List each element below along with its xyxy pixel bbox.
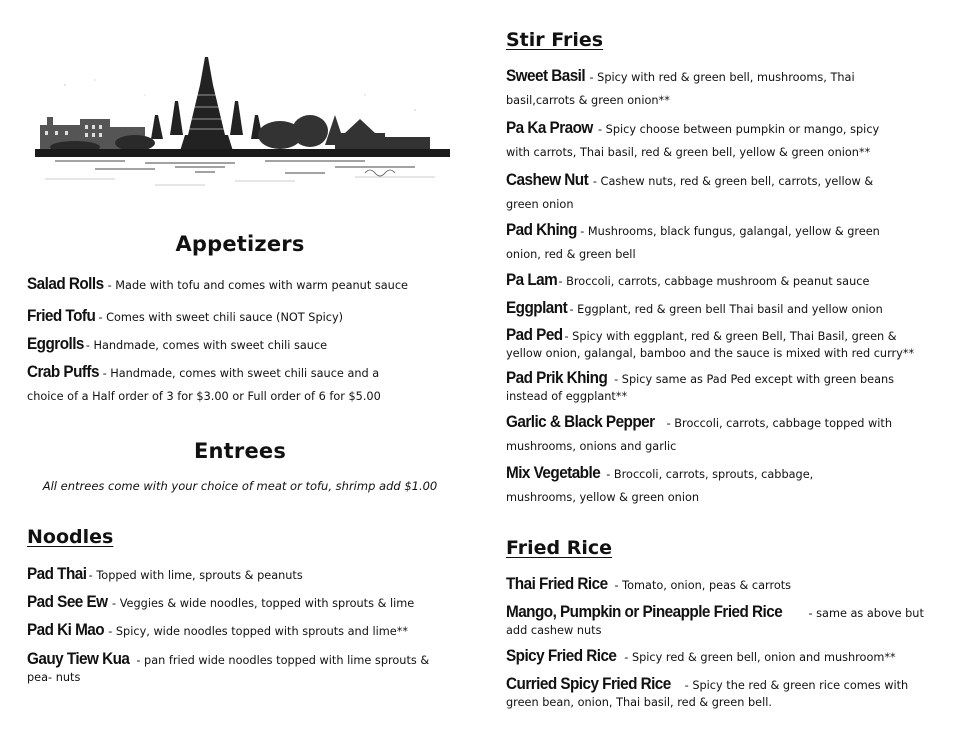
item-desc: - Comes with sweet chili sauce (NOT Spicy): [98, 311, 344, 324]
menu-item: [27, 562, 447, 587]
menu-item: [506, 572, 926, 597]
item-name: Eggrolls: [27, 334, 84, 353]
item-desc: - Spicy red & green bell, onion and mushroom**: [624, 651, 896, 664]
menu-item: [27, 650, 452, 686]
menu-item: [27, 590, 447, 615]
appetizers-heading: Appetizers: [175, 232, 305, 256]
item-desc: - Handmade, comes with sweet chili sauce and a choice of a Half order of 3 for $3.00 or Full order of 6 for $5.00: [27, 367, 381, 403]
fried-rice-heading: Fried Rice: [506, 537, 613, 559]
item-desc: - Spicy the red & green rice comes with green bean, onion, Thai basil, red & green bell.: [506, 679, 909, 709]
item-name: Pad Prik Khing: [506, 368, 608, 387]
temple-sketch-icon: [35, 55, 450, 195]
item-name: Pa Lam: [506, 270, 558, 289]
item-name: Pad Ki Mao: [27, 620, 105, 639]
menu-item: [506, 168, 876, 216]
menu-item: [506, 675, 931, 711]
item-desc: - Spicy with red & green bell, mushrooms, Thai basil,carrots & green onion**: [506, 71, 855, 107]
item-desc: - Veggies & wide noodles, topped with sprouts & lime: [112, 597, 415, 610]
item-name: Mix Vegetable: [506, 463, 601, 482]
menu-item: [506, 603, 936, 639]
menu-item: [27, 272, 447, 297]
menu-item: [27, 618, 447, 643]
item-name: Thai Fried Rice: [506, 574, 608, 593]
item-desc: - Broccoli, carrots, cabbage topped with mushrooms, onions and garlic: [506, 417, 893, 453]
item-desc: - Made with tofu and comes with warm peanut sauce: [107, 279, 408, 292]
entrees-note: All entrees come with your choice of meat or tofu, shrimp add $1.00: [42, 479, 438, 493]
menu-item: [27, 304, 447, 329]
item-desc: - Handmade, comes with sweet chili sauce: [85, 339, 328, 352]
menu-item: [506, 218, 881, 266]
item-desc: - Cashew nuts, red & green bell, carrots, yellow & green onion: [506, 175, 874, 211]
item-name: Eggplant: [506, 298, 568, 317]
menu-item: [506, 410, 896, 458]
item-desc: - Spicy, wide noodles topped with sprouts and lime**: [108, 625, 409, 638]
item-desc: - Eggplant, red & green bell Thai basil and yellow onion: [569, 303, 883, 316]
noodles-heading: Noodles: [27, 526, 114, 548]
menu-item: [506, 644, 926, 669]
item-name: Pad Khing: [506, 220, 577, 239]
menu-item: [506, 296, 926, 321]
menu-item: [506, 268, 926, 293]
menu-item: [506, 64, 866, 112]
item-desc: - Tomato, onion, peas & carrots: [614, 579, 792, 592]
item-name: Crab Puffs: [27, 362, 99, 381]
menu-item: [506, 326, 931, 362]
entrees-heading: Entrees: [193, 439, 287, 463]
item-name: Pad See Ew: [27, 592, 108, 611]
menu-item: [506, 116, 901, 164]
item-name: Mango, Pumpkin or Pineapple Fried Rice: [506, 602, 783, 621]
item-desc: - Spicy choose between pumpkin or mango, spicy with carrots, Thai basil, red & green bell, yellow & green onion**: [506, 123, 880, 159]
menu-item: [27, 332, 447, 357]
item-desc: - Topped with lime, sprouts & peanuts: [88, 569, 303, 582]
item-name: Fried Tofu: [27, 306, 96, 325]
item-name: Pad Ped: [506, 325, 563, 344]
item-desc: - Spicy same as Pad Ped except with green beans instead of eggplant**: [506, 373, 895, 403]
item-desc: - Mushrooms, black fungus, galangal, yellow & green onion, red & green bell: [506, 225, 880, 261]
menu-item: [506, 369, 931, 405]
item-name: Sweet Basil: [506, 66, 586, 85]
menu-item: [506, 461, 886, 509]
item-name: Salad Rolls: [27, 274, 104, 293]
item-name: Gauy Tiew Kua: [27, 649, 130, 668]
item-name: Spicy Fried Rice: [506, 646, 617, 665]
item-name: Cashew Nut: [506, 170, 589, 189]
item-desc: - same as above but add cashew nuts: [506, 607, 924, 637]
menu-item: [27, 360, 387, 408]
item-desc: - pan fried wide noodles topped with lime sprouts & pea- nuts: [27, 654, 430, 684]
stir-fries-heading: Stir Fries: [506, 29, 604, 51]
item-desc: - Spicy with eggplant, red & green Bell, Thai Basil, green & yellow onion, galangal, bamboo and the sauce is mixed with red curry**: [506, 330, 915, 360]
item-name: Pad Thai: [27, 564, 87, 583]
item-desc: - Broccoli, carrots, cabbage mushroom & peanut sauce: [558, 275, 870, 288]
item-desc: - Broccoli, carrots, sprouts, cabbage, mushrooms, yellow & green onion: [506, 468, 814, 504]
item-name: Curried Spicy Fried Rice: [506, 674, 671, 693]
item-name: Garlic & Black Pepper: [506, 412, 655, 431]
item-name: Pa Ka Praow: [506, 118, 593, 137]
